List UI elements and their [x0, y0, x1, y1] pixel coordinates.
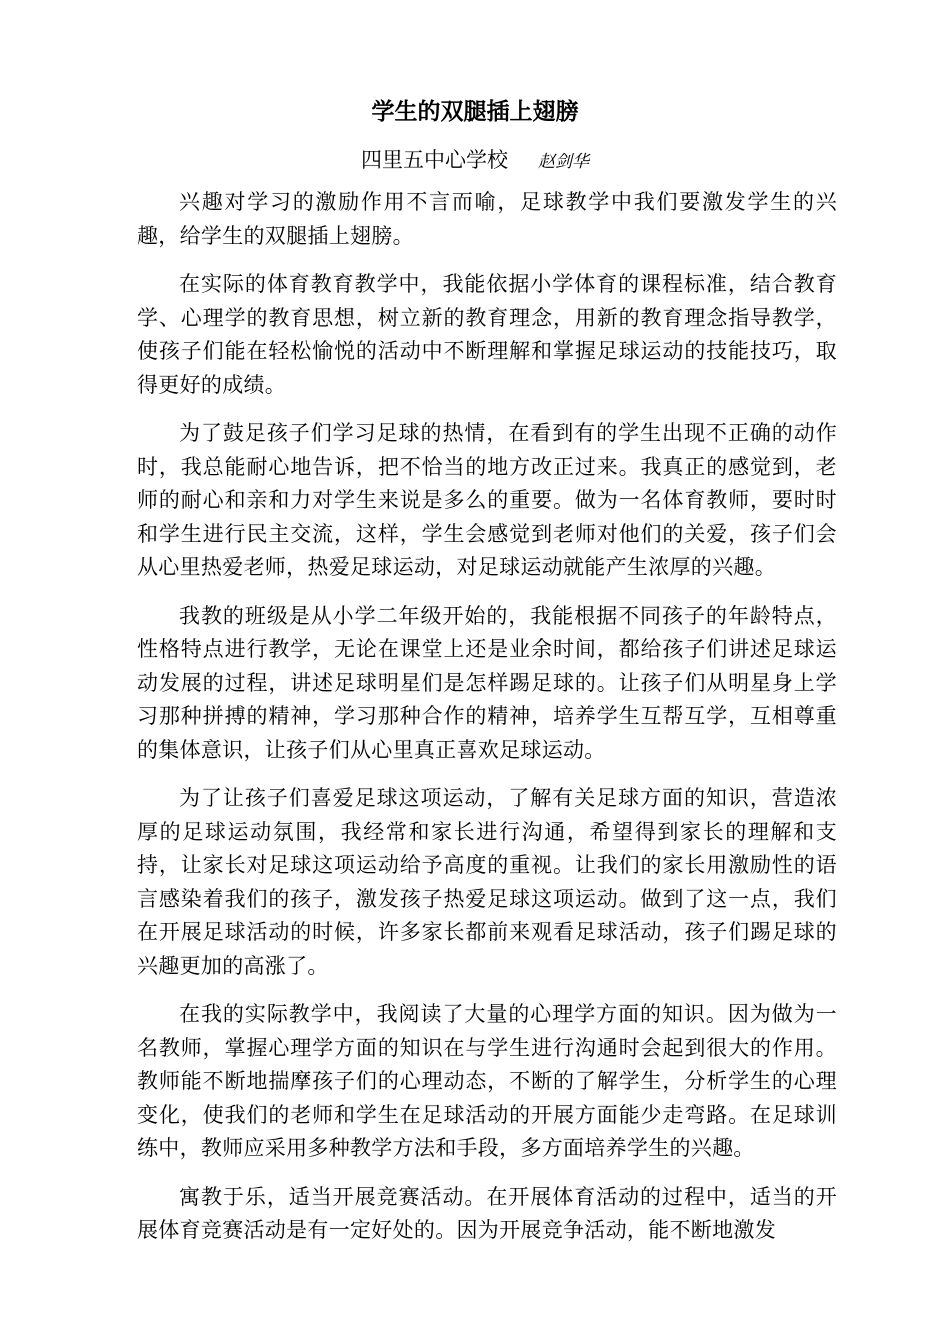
school-name: 四里五中心学校 [361, 148, 508, 172]
document-title: 学生的双腿插上翅膀 [371, 99, 579, 125]
document-body [137, 186, 837, 1263]
byline [0, 145, 950, 177]
paragraph: 在我的实际教学中，我阅读了大量的心理学方面的知识。因为做为一名教师，掌握心理学方面的知识在与学生进行沟通时会起到很大的作用。教师能不断地揣摩孩子们的心理动态，不断的了解学生，分析学生的心理变化，使我们的老师和学生在足球活动的开展方面能少走弯路。在足球训练中，教师应采用多种教学方法和手段，多方面培养学生的兴趣。 [137, 1002, 837, 1160]
paragraph: 兴趣对学习的激励作用不言而喻，足球教学中我们要激发学生的兴趣，给学生的双腿插上翅膀。 [137, 190, 837, 248]
author-name: 赵剑华 [538, 152, 589, 172]
paragraph: 我教的班级是从小学二年级开始的，我能根据不同孩子的年龄特点，性格特点进行教学，无论在课堂上还是业余时间，都给孩子们讲述足球运动发展的过程，讲述足球明星们是怎样踢足球的。让孩子们从明星身上学习那种拼搏的精神，学习那种合作的精神，培养学生互帮互学，互相尊重的集体意识，让孩子们从心里真正喜欢足球运动。 [137, 603, 837, 762]
paragraph: 为了鼓足孩子们学习足球的热情，在看到有的学生出现不正确的动作时，我总能耐心地告诉，把不恰当的地方改正过来。我真正的感觉到，老师的耐心和亲和力对学生来说是多么的重要。做为一名体育教师，要时时和学生进行民主交流，这样，学生会感觉到老师对他们的关爱，孩子们会从心里热爱老师，热爱足球运动，对足球运动就能产生浓厚的兴趣。 [137, 421, 837, 579]
paragraph: 在实际的体育教育教学中，我能依据小学体育的课程标准，结合教育学、心理学的教育思想，树立新的教育理念，用新的教育理念指导教学，使孩子们能在轻松愉悦的活动中不断理解和掌握足球运动的技能技巧，取得更好的成绩。 [137, 272, 837, 397]
paragraph: 寓教于乐，适当开展竞赛活动。在开展体育活动的过程中，适当的开展体育竞赛活动是有一定好处的。因为开展竞争活动，能不断地激发 [137, 1184, 837, 1242]
paragraph: 为了让孩子们喜爱足球这项运动，了解有关足球方面的知识，营造浓厚的足球运动氛围，我经常和家长进行沟通，希望得到家长的理解和支持，让家长对足球这项运动给予高度的重视。让我们的家长用激励性的语言感染着我们的孩子，激发孩子热爱足球这项运动。做到了这一点，我们在开展足球活动的时候，许多家长都前来观看足球活动，孩子们踢足球的兴趣更加的高涨了。 [137, 786, 837, 978]
